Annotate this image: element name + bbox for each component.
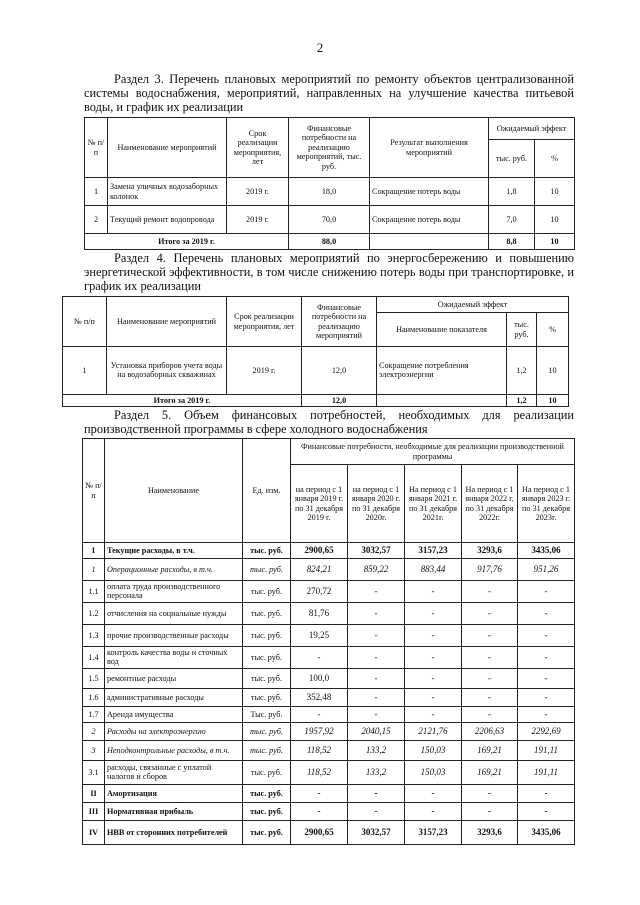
cell-unit: тыс. руб. (243, 624, 291, 646)
table-row (83, 688, 575, 706)
cell-num: I (83, 543, 105, 559)
cell-num: 3 (83, 740, 105, 760)
table-row (83, 802, 575, 820)
cell-term: 2019 г. (227, 206, 289, 234)
cell-value: 3032,57 (348, 543, 405, 559)
section-4-table (62, 296, 569, 407)
cell-value: - (462, 688, 518, 706)
total-empty (370, 234, 489, 250)
header-effect: Ожидаемый эффект (377, 297, 569, 313)
table-row (83, 624, 575, 646)
cell-value: - (348, 581, 405, 603)
cell-name: Расходы на электроэнергию (105, 722, 243, 740)
cell-unit: тыс. руб. (243, 820, 291, 844)
cell-unit: тыс. руб. (243, 722, 291, 740)
cell-value: 191,11 (518, 740, 575, 760)
cell-value: 3157,23 (405, 820, 462, 844)
table-row (83, 760, 575, 784)
total-pct: 10 (535, 234, 575, 250)
header-effect-pct: % (537, 313, 569, 347)
cell-value: - (348, 646, 405, 668)
cell-value: - (405, 688, 462, 706)
cell-value: - (518, 784, 575, 802)
cell-value: 191,11 (518, 760, 575, 784)
cell-value: - (462, 624, 518, 646)
cell-unit: тыс. руб. (243, 581, 291, 603)
section-3-table (84, 117, 575, 250)
cell-value: 3435,06 (518, 820, 575, 844)
cell-name: Замена уличных водозаборных колонок (108, 178, 227, 206)
cell-value: - (348, 688, 405, 706)
cell-value: 133,2 (348, 760, 405, 784)
cell-value: 150,03 (405, 760, 462, 784)
cell-unit: тыс. руб. (243, 559, 291, 581)
cell-value: 118,52 (291, 740, 348, 760)
section-4-heading: Раздел 4. Перечень плановых мероприятий по энергосбережению и повышению энергетической эффективности, в том числе снижению потерь воды при транспортировке, и график их реализации (84, 251, 574, 293)
cell-value: 3435,06 (518, 543, 575, 559)
cell-value: 2206,63 (462, 722, 518, 740)
header-period-2023: На период с 1 января 2023 г. по 31 декабря 2023г. (518, 465, 575, 543)
cell-num: 1.5 (83, 668, 105, 688)
cell-value: - (518, 688, 575, 706)
cell-name: ремонтные расходы (105, 668, 243, 688)
cell-value: 2040,15 (348, 722, 405, 740)
cell-value: - (518, 668, 575, 688)
cell-value: 133,2 (348, 740, 405, 760)
table-row (83, 581, 575, 603)
total-finance: 88,0 (289, 234, 370, 250)
cell-value: - (405, 581, 462, 603)
cell-value: - (291, 784, 348, 802)
cell-num: 1 (63, 347, 107, 394)
table-row (83, 668, 575, 688)
header-effect-rub: тыс. руб. (489, 140, 535, 178)
cell-value: - (348, 802, 405, 820)
cell-value: - (348, 624, 405, 646)
header-finance: Финансовые потребности, необходимые для реализации производственной программы (291, 439, 575, 465)
cell-value: 3293,6 (462, 543, 518, 559)
cell-name: расходы, связанные с уплатой налогов и сборов (105, 760, 243, 784)
total-pct: 10 (537, 394, 569, 407)
cell-value: - (348, 668, 405, 688)
cell-num: III (83, 802, 105, 820)
cell-value: 169,21 (462, 740, 518, 760)
table-row (83, 706, 575, 722)
header-num: № п/п (63, 297, 107, 347)
cell-value: - (405, 602, 462, 624)
cell-num: 1.4 (83, 646, 105, 668)
cell-value: 169,21 (462, 760, 518, 784)
cell-name: Неподконтрольные расходы, в т.ч. (105, 740, 243, 760)
cell-name: НВВ от сторонних потребителей (105, 820, 243, 844)
total-label: Итого за 2019 г. (63, 394, 302, 407)
cell-pct: 10 (537, 347, 569, 394)
cell-value: - (405, 668, 462, 688)
cell-value: 2292,69 (518, 722, 575, 740)
section-5-heading: Раздел 5. Объем финансовых потребностей, необходимых для реализации производственной программы в сфере холодного водоснабжения (84, 408, 574, 436)
table-row (83, 559, 575, 581)
cell-unit: тыс. руб. (243, 784, 291, 802)
total-empty (377, 394, 507, 407)
cell-value: - (462, 581, 518, 603)
cell-num: 1.2 (83, 602, 105, 624)
cell-name: Текущий ремонт водопровода (108, 206, 227, 234)
header-period-2020: на период с 1 января 2020 г. по 31 декабря 2020г. (348, 465, 405, 543)
cell-finance: 70,0 (289, 206, 370, 234)
header-period-2021: На период с 1 января 2021 г. по 31 декабря 2021г. (405, 465, 462, 543)
cell-value: - (462, 706, 518, 722)
total-rub: 8,8 (489, 234, 535, 250)
cell-num: 2 (85, 206, 108, 234)
cell-num: 3.1 (83, 760, 105, 784)
table-row (83, 646, 575, 668)
header-effect: Ожидаемый эффект (489, 118, 575, 140)
cell-value: 3157,23 (405, 543, 462, 559)
cell-name: административные расходы (105, 688, 243, 706)
cell-num: 1 (83, 559, 105, 581)
cell-name: Текущие расходы, в т.ч. (105, 543, 243, 559)
cell-value: - (518, 624, 575, 646)
total-finance: 12,0 (302, 394, 377, 407)
cell-value: - (405, 706, 462, 722)
header-num: № п/п (85, 118, 108, 178)
cell-result: Сокращение потерь воды (370, 178, 489, 206)
cell-value: - (405, 802, 462, 820)
header-period-2022: На период с 1 января 2022 г. по 31 декабря 2022г. (462, 465, 518, 543)
cell-name: оплата труда производственного персонала (105, 581, 243, 603)
cell-num: 1 (85, 178, 108, 206)
cell-indicator: Сокращение потребления электроэнергии (377, 347, 507, 394)
cell-value: 150,03 (405, 740, 462, 760)
cell-pct: 10 (535, 178, 575, 206)
cell-unit: тыс. руб. (243, 802, 291, 820)
cell-value: 270,72 (291, 581, 348, 603)
page-number: 2 (316, 40, 324, 55)
header-indicator: Наименование показателя (377, 313, 507, 347)
cell-num: 1.6 (83, 688, 105, 706)
cell-value: 19,25 (291, 624, 348, 646)
cell-value: - (291, 706, 348, 722)
cell-value: - (462, 602, 518, 624)
cell-value: 3293,6 (462, 820, 518, 844)
cell-value: 917,76 (462, 559, 518, 581)
header-finance: Финансовые потребности на реализацию мероприятий, тыс. руб. (289, 118, 370, 178)
header-effect-rub: тыс. руб. (507, 313, 537, 347)
section-5-table (82, 438, 575, 845)
cell-name: отчисления на социальные нужды (105, 602, 243, 624)
table-row (83, 740, 575, 760)
cell-finance: 18,0 (289, 178, 370, 206)
cell-name: прочие производственные расходы (105, 624, 243, 646)
cell-rub: 1,2 (507, 347, 537, 394)
table-row (83, 543, 575, 559)
cell-result: Сокращение потерь воды (370, 206, 489, 234)
cell-value: 100,0 (291, 668, 348, 688)
header-term: Срок реализации мероприятия, лет (227, 297, 302, 347)
cell-value: 118,52 (291, 760, 348, 784)
header-finance: Финансовые потребности на реализацию мероприятий (302, 297, 377, 347)
cell-value: 81,76 (291, 602, 348, 624)
header-name: Наименование (105, 439, 243, 543)
cell-value: 3032,57 (348, 820, 405, 844)
header-unit: Ед. изм. (243, 439, 291, 543)
header-name: Наименование мероприятий (108, 118, 227, 178)
cell-name: Установка приборов учета воды на водозаборных скважинах (107, 347, 227, 394)
cell-value: - (518, 706, 575, 722)
cell-pct: 10 (535, 206, 575, 234)
cell-name: Нормативная прибыль (105, 802, 243, 820)
cell-num: 1.7 (83, 706, 105, 722)
cell-value: - (291, 802, 348, 820)
cell-value: 824,21 (291, 559, 348, 581)
cell-name: Операционные расходы, в т.ч. (105, 559, 243, 581)
cell-value: - (462, 784, 518, 802)
header-result: Результат выполнения мероприятий (370, 118, 489, 178)
cell-name: контроль качества воды и сточных вод (105, 646, 243, 668)
total-rub: 1,2 (507, 394, 537, 407)
cell-value: 1957,92 (291, 722, 348, 740)
cell-unit: тыс. руб. (243, 688, 291, 706)
header-num: № п/п (83, 439, 105, 543)
cell-num: 2 (83, 722, 105, 740)
table-row (83, 722, 575, 740)
cell-value: - (348, 784, 405, 802)
cell-value: - (462, 646, 518, 668)
cell-term: 2019 г. (227, 178, 289, 206)
cell-term: 2019 г. (227, 347, 302, 394)
cell-unit: тыс. руб. (243, 543, 291, 559)
cell-unit: тыс. руб. (243, 760, 291, 784)
cell-value: - (405, 646, 462, 668)
cell-finance: 12,0 (302, 347, 377, 394)
cell-rub: 7,0 (489, 206, 535, 234)
table-row (83, 602, 575, 624)
cell-num: II (83, 784, 105, 802)
cell-unit: тыс. руб. (243, 602, 291, 624)
header-period-2019: на период с 1 января 2019 г. по 31 декабря 2019 г. (291, 465, 348, 543)
cell-unit: тыс. руб. (243, 740, 291, 760)
cell-unit: тыс. руб. (243, 646, 291, 668)
cell-value: 2900,65 (291, 543, 348, 559)
cell-value: - (405, 784, 462, 802)
cell-value: 2900,65 (291, 820, 348, 844)
cell-value: 352,48 (291, 688, 348, 706)
total-label: Итого за 2019 г. (85, 234, 289, 250)
cell-value: - (462, 802, 518, 820)
cell-rub: 1,8 (489, 178, 535, 206)
table-row (83, 820, 575, 844)
header-term: Срок реализации мероприятия, лет (227, 118, 289, 178)
header-name: Наименование мероприятий (107, 297, 227, 347)
section-3-heading: Раздел 3. Перечень плановых мероприятий по ремонту объектов централизованной системы водоснабжения, мероприятий, направленных на улучшение качества питьевой воды, и график их реализации (84, 72, 574, 114)
cell-value: - (518, 646, 575, 668)
cell-value: - (518, 581, 575, 603)
cell-unit: тыс. руб. (243, 668, 291, 688)
cell-value: 2121,76 (405, 722, 462, 740)
cell-value: - (291, 646, 348, 668)
cell-unit: Тыс. руб. (243, 706, 291, 722)
section-5-body (83, 543, 575, 845)
cell-name: Амортизация (105, 784, 243, 802)
cell-num: IV (83, 820, 105, 844)
cell-value: 951,26 (518, 559, 575, 581)
cell-value: 883,44 (405, 559, 462, 581)
table-row (83, 784, 575, 802)
cell-num: 1.3 (83, 624, 105, 646)
cell-num: 1.1 (83, 581, 105, 603)
cell-value: - (462, 668, 518, 688)
header-effect-pct: % (535, 140, 575, 178)
cell-value: - (518, 602, 575, 624)
cell-value: 859,22 (348, 559, 405, 581)
cell-value: - (405, 624, 462, 646)
cell-value: - (348, 602, 405, 624)
cell-name: Аренда имущества (105, 706, 243, 722)
cell-value: - (518, 802, 575, 820)
cell-value: - (348, 706, 405, 722)
